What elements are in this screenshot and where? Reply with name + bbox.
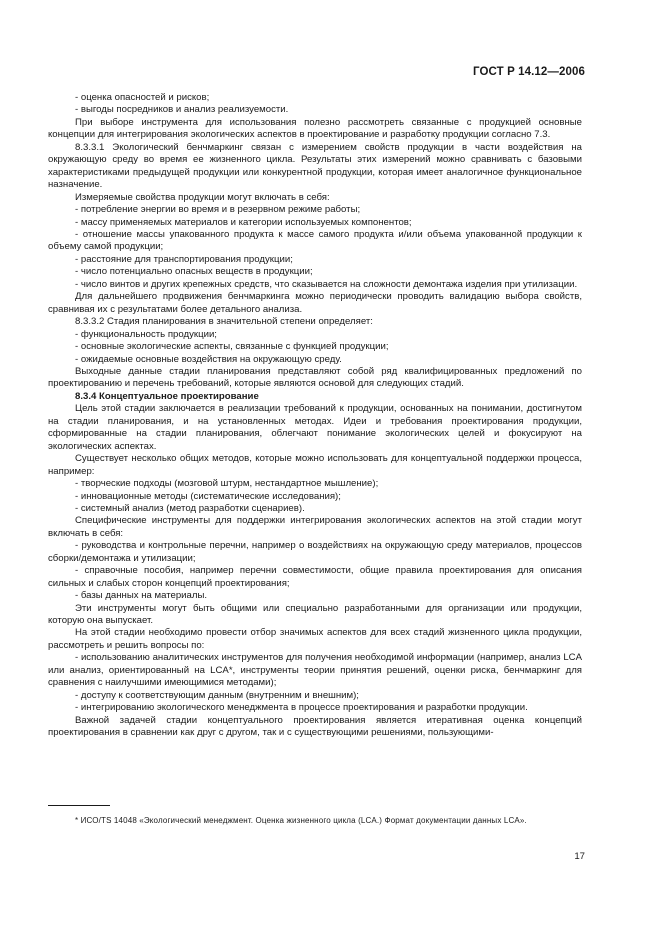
paragraph: Специфические инструменты для поддержки интегрирования экологических аспектов на этой стадии могут включать в себя:: [48, 515, 582, 539]
footnote: * ИСО/TS 14048 «Экологический менеджмент. Оценка жизненного цикла (LCA.) Формат документации данных LCA».: [75, 816, 527, 825]
page-number: 17: [574, 851, 585, 862]
footnote-divider: [48, 805, 110, 806]
paragraph: - доступу к соответствующим данным (внутренним и внешним);: [75, 689, 359, 701]
section-heading: 8.3.4 Концептуальное проектирование: [75, 390, 259, 402]
paragraph: - использованию аналитических инструментов для получения необходимой информации (например, анализ LCA или анализ, ориентированный на LCA*, инструменты теории принятия решений, оценки риска, бенчмаркинг для сравнения с наилучшими имеющимися методами);: [48, 652, 582, 689]
paragraph: - творческие подходы (мозговой штурм, нестандартное мышление);: [75, 478, 379, 490]
paragraph: 8.3.3.2 Стадия планирования в значительной степени определяет:: [75, 316, 373, 328]
paragraph: Для дальнейшего продвижения бенчмаркинга можно периодически проводить валидацию выбора свойств, сравнивая их с результатами более детального анализа.: [48, 291, 582, 315]
paragraph: На этой стадии необходимо провести отбор значимых аспектов для всех стадий жизненного цикла продукции, рассмотреть и решить вопросы по:: [48, 627, 582, 651]
paragraph: - оценка опасностей и рисков;: [75, 92, 210, 103]
paragraph: 8.3.3.1 Экологический бенчмаркинг связан с измерением свойств продукции в части воздействия на окружающую среду во время ее жизненного цикла. Результаты этих измерений можно сравнивать с базовыми характеристиками предыдущей продукции или конкурентной продукции, которая имеет аналогичное функциональное назначение.: [48, 141, 582, 191]
paragraph: - основные экологические аспекты, связанные с функцией продукции;: [75, 341, 389, 353]
paragraph: - функциональность продукции;: [75, 328, 217, 340]
paragraph: - инновационные методы (систематические исследования);: [75, 490, 341, 502]
paragraph: - интегрированию экологического менеджмента в процессе проектирования и разработки продукции.: [75, 702, 528, 714]
paragraph: - отношение массы упакованного продукта к массе самого продукта и/или объема упакованной продукции к объему самой продукции;: [48, 228, 582, 253]
paragraph: - число потенциально опасных веществ в продукции;: [75, 266, 313, 278]
paragraph: - расстояние для транспортирования продукции;: [75, 253, 293, 265]
paragraph: Существует несколько общих методов, которые можно использовать для концептуальной поддержки процесса, например:: [48, 453, 582, 477]
paragraph: - справочные пособия, например перечни совместимости, общие правила проектирования для описания сильных и слабых сторон концепций проектирования;: [48, 565, 582, 589]
paragraph: - массу применяемых материалов и категории используемых компонентов;: [75, 216, 412, 228]
body-text: [48, 92, 582, 740]
paragraph: - ожидаемые основные воздействия на окружающую среду.: [75, 353, 342, 365]
paragraph: При выборе инструмента для использования полезно рассмотреть связанные с продукцией основные концепции для интегрирования экологических аспектов в проектирование и разработку продукции согласно 7.3.: [48, 116, 582, 141]
paragraph: - число винтов и других крепежных средств, что сказывается на сложности демонтажа изделия при утилизации.: [75, 278, 578, 290]
paragraph: - системный анализ (метод разработки сценариев).: [75, 502, 305, 514]
paragraph: - выгоды посредников и анализ реализуемости.: [75, 104, 289, 116]
paragraph: Важной задачей стадии концептуального проектирования является итеративная оценка концепций проектирования в сравнении как друг с другом, так и с существующими решениями, пользующими-: [48, 714, 582, 739]
paragraph: - базы данных на материалы.: [75, 590, 208, 602]
paragraph: Эти инструменты могут быть общими или специально разработанными для организации или продукции, которую она выпускает.: [48, 602, 582, 627]
standard-header: ГОСТ Р 14.12—2006: [473, 66, 585, 78]
paragraph: - руководства и контрольные перечни, например о воздействиях на окружающую среду материалов, процессов сборки/демонтажа и утилизации;: [48, 540, 582, 564]
paragraph: Выходные данные стадии планирования представляют собой ряд квалифицированных предложений по проектированию и перечень требований, которые являются основой для следующих стадий.: [48, 365, 582, 390]
paragraph: Измеряемые свойства продукции могут включать в себя:: [75, 191, 330, 203]
paragraph: Цель этой стадии заключается в реализации требований к продукции, основанных на понимании, достигнутом на стадии планирования, и на установленных методах. Идеи и требования проектирования продукции, сформированные на стадии планирования, облегчают понимание экологических целей и фокусируют на экологических аспектах.: [48, 403, 582, 452]
paragraph: - потребление энергии во время и в резервном режиме работы;: [75, 204, 361, 216]
